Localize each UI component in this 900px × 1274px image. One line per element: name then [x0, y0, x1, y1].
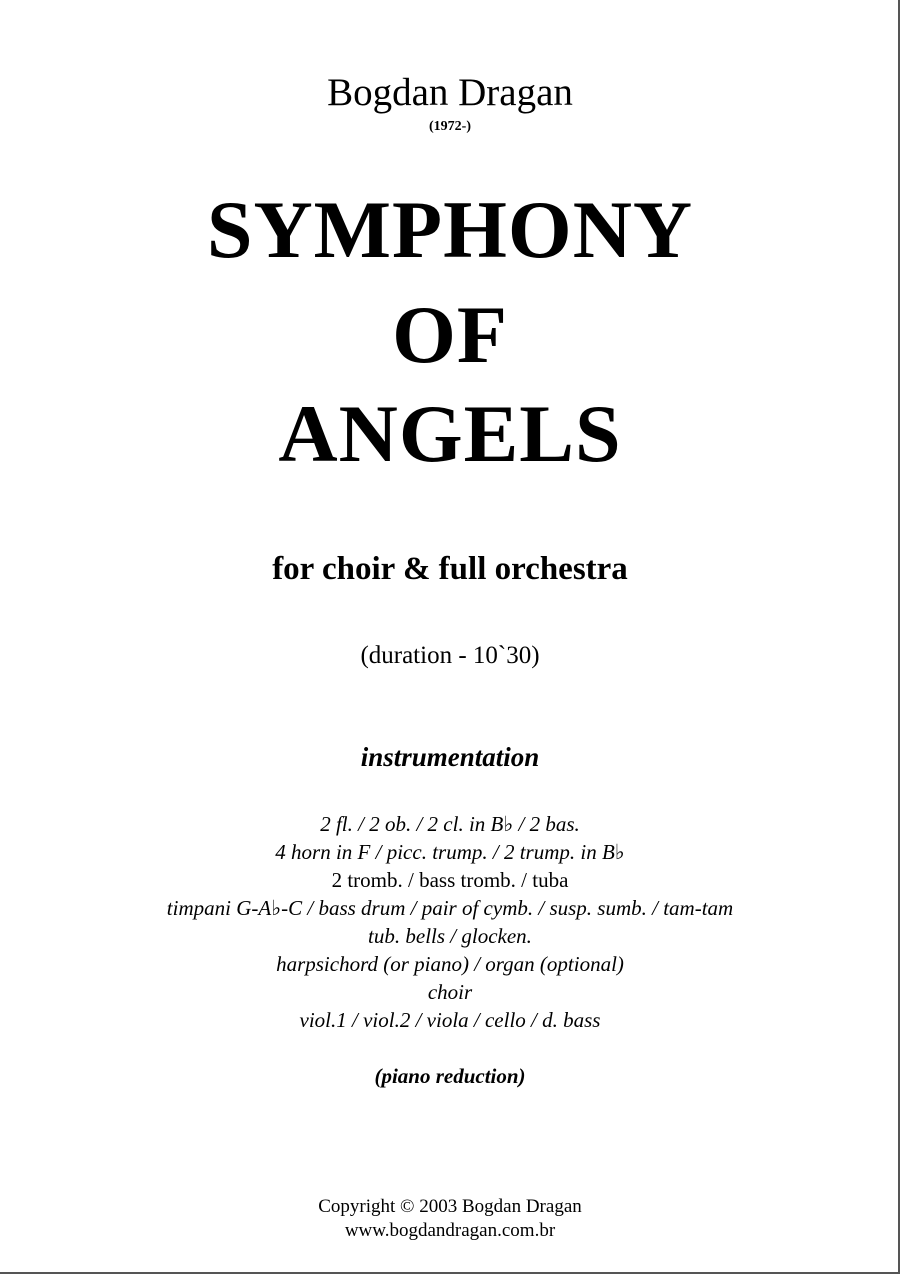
instrumentation-line-horns-trumpets: 4 horn in F / picc. trump. / 2 trump. in B♭ [275, 840, 625, 864]
instrumentation-line-trombones: 2 tromb. / bass tromb. / tuba [331, 868, 569, 892]
title-line-1: SYMPHONY [206, 184, 694, 275]
instrumentation-line-bells: tub. bells / glocken. [368, 924, 532, 948]
instrumentation-line-keyboards: harpsichord (or piano) / organ (optional) [276, 952, 624, 976]
copyright-notice: Copyright © 2003 Bogdan Dragan [318, 1196, 582, 1217]
instrumentation-list [0, 810, 900, 1034]
title-line-3: ANGELS [278, 388, 622, 479]
subtitle: for choir & full orchestra [272, 551, 628, 587]
instrumentation-line-choir: choir [427, 980, 473, 1004]
instrumentation-heading: instrumentation [360, 742, 540, 772]
website-link[interactable]: www.bogdandragan.com.br [344, 1220, 556, 1241]
instrumentation-line-woodwinds: 2 fl. / 2 ob. / 2 cl. in B♭ / 2 bas. [320, 812, 580, 836]
piano-reduction-note: (piano reduction) [374, 1064, 526, 1088]
instrumentation-line-percussion: timpani G-A♭-C / bass drum / pair of cymb. / susp. sumb. / tam-tam [166, 896, 734, 920]
composer-dates: (1972-) [429, 119, 471, 134]
duration: (duration - 10`30) [360, 642, 540, 669]
composer-name: Bogdan Dragan [327, 71, 573, 114]
title-line-2: OF [392, 289, 508, 380]
instrumentation-line-strings: viol.1 / viol.2 / viola / cello / d. bass [299, 1008, 601, 1032]
